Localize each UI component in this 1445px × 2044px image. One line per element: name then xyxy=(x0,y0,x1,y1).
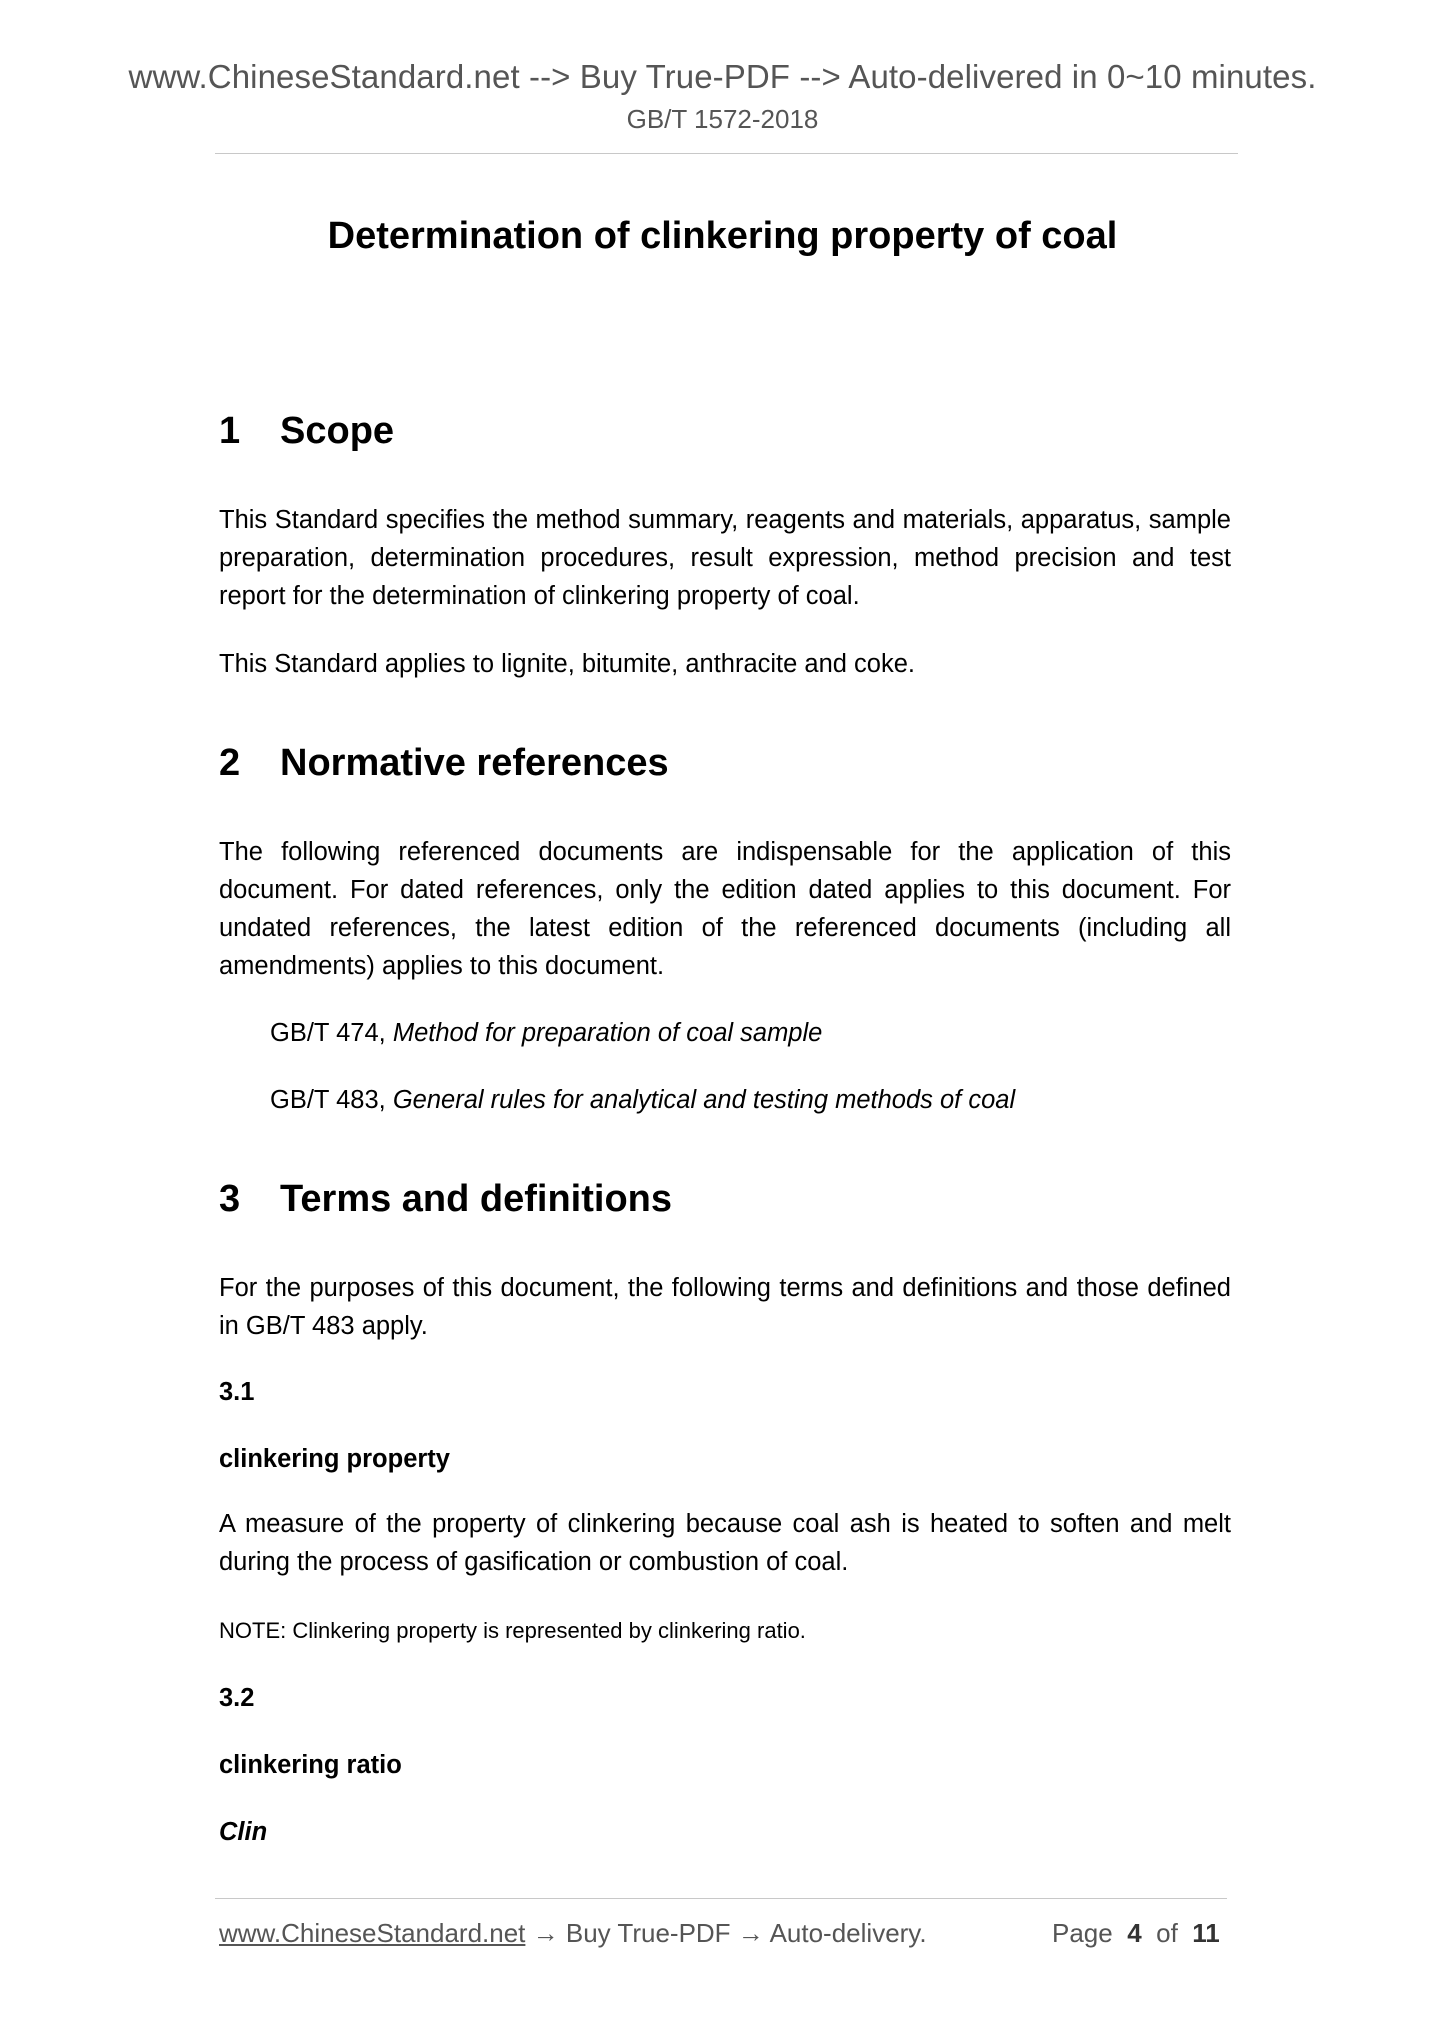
section-number: 1 xyxy=(219,410,241,452)
note: NOTE: Clinkering property is represented by clinkering ratio. xyxy=(219,1618,806,1643)
header-banner: www.ChineseStandard.net --> Buy True-PDF --> Auto-delivered in 0~10 minutes. xyxy=(128,58,1317,95)
reference-code: GB/T 483, xyxy=(270,1086,393,1114)
section-title: Normative references xyxy=(280,742,669,784)
term: clinkering ratio xyxy=(219,1751,402,1779)
footer-text: → Buy True-PDF → Auto-delivery. xyxy=(525,1918,927,1948)
term: clinkering property xyxy=(219,1445,450,1473)
section-number: 3 xyxy=(219,1178,241,1220)
document-title: Determination of clinkering property of coal xyxy=(327,215,1118,257)
section-number: 2 xyxy=(219,742,241,784)
reference-item xyxy=(270,1014,822,1052)
standard-code: GB/T 1572-2018 xyxy=(626,104,819,134)
paragraph: This Standard applies to lignite, bitumite, anthracite and coke. xyxy=(219,650,915,678)
definition: A measure of the property of clinkering because coal ash is heated to soften and melt during the process of gasification or combustion of coal. xyxy=(219,1510,1231,1576)
clause-number: 3.1 xyxy=(219,1378,255,1406)
section-heading-terms-definitions xyxy=(219,1178,672,1221)
section-heading-normative-references xyxy=(219,742,669,785)
footer-promo xyxy=(219,1918,927,1949)
reference-title: Method for preparation of coal sample xyxy=(392,1019,823,1047)
page-of: of xyxy=(1156,1918,1178,1948)
section-title: Scope xyxy=(280,410,395,452)
reference-code: GB/T 474, xyxy=(270,1019,393,1047)
reference-title: General rules for analytical and testing methods of coal xyxy=(392,1086,1016,1114)
section-title: Terms and definitions xyxy=(280,1178,673,1220)
footer-divider xyxy=(215,1898,1227,1899)
clause-number: 3.2 xyxy=(219,1684,255,1712)
header-divider xyxy=(215,153,1238,154)
footer-link[interactable]: www.ChineseStandard.net xyxy=(219,1918,526,1948)
reference-item xyxy=(270,1081,1015,1119)
page-current: 4 xyxy=(1127,1918,1142,1948)
term-symbol: Clin xyxy=(219,1818,268,1846)
page-indicator xyxy=(1052,1918,1220,1949)
paragraph: The following referenced documents are indispensable for the application of this document. For dated references, only the edition dated applies to this document. For undated references, the latest edition of the referenced documents (including all amendments) applies to this document. xyxy=(219,838,1231,980)
section-heading-scope xyxy=(219,410,394,453)
page-total: 11 xyxy=(1192,1918,1220,1948)
page-label: Page xyxy=(1052,1918,1113,1948)
paragraph: For the purposes of this document, the following terms and definitions and those defined in GB/T 483 apply. xyxy=(219,1274,1231,1340)
paragraph: This Standard specifies the method summary, reagents and materials, apparatus, sample preparation, determination procedures, result expression, method precision and test report for the determination of clinkering property of coal. xyxy=(219,506,1231,610)
